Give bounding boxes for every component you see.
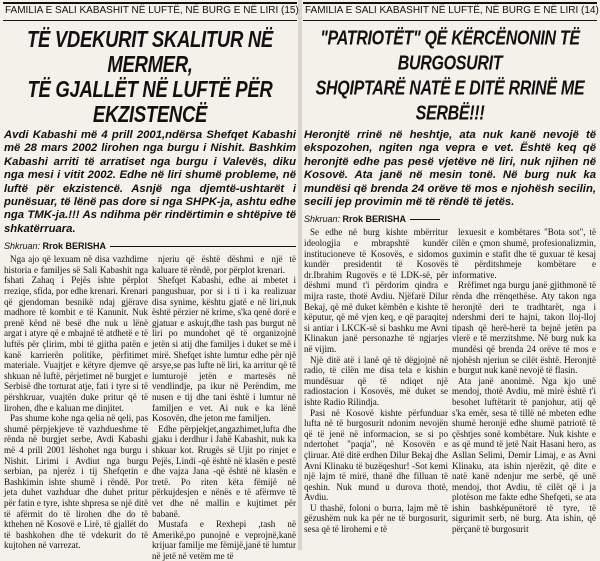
right-article [300, 0, 600, 550]
right-series-title: FAMILIA E SALI KABASHIT NË LUFTË, NË BURG E NË LIRI (14) [303, 2, 597, 21]
left-headline-line1: TË VDEKURIT SKALITUR NË MERMER, [27, 25, 273, 77]
right-col1-paragraph: U thashë, foloni o burra, lajm më të gëzushëm nuk ka për ne të burgosurit, sesa që të lirohemi e të [304, 502, 448, 535]
right-headline-line1: "PATRIOTËT" QË KËRCËNONIN TË BURGOSURIT [320, 28, 580, 75]
left-byline-label: Shkruan: [4, 241, 41, 252]
left-col2-paragraph: Edhe përpjekjet,angazhimet,lufta dhe gjaku i derdhur i Jahë Kabashit, nuk ka shkuar kot. Rrugës së Ujit po rinjet e Pejës, Lindi -që është në klasën e pestë dhe vajza Jana -që është në klasën e tretë. Po riten këta fëmijë në përkujdesjen e nënës e të afërmve të vet dhe në mallin e kujtimet për babanë. [152, 423, 296, 519]
left-column-2 [152, 254, 296, 561]
left-byline-name: Rrok BERISHA [42, 241, 107, 252]
right-byline-label: Shkruan: [304, 214, 341, 225]
right-col1-paragraph: Një ditë atë i lanë që të dëgjojnë në radio, të cilën me disa tela e kishin mundësuar që të ndiqet një radiostacion i Kosovës, më duket se ishte Radio Rilindja. [304, 354, 448, 407]
right-byline-name: Rrok BERISHA [342, 214, 407, 225]
right-column-2 [452, 227, 596, 534]
right-col2-paragraph: lexuesit e kombëtares "Bota sot", të cilën e çmon shumë, profesionalizmin, guximin e stafit dhe të guxuar të kesaj të përditshmeje kombëtare e informative. [452, 227, 596, 280]
left-col1-paragraph: Nga ajo që lexuam në disa vazhdime historia e familjes së Sali Kabashit nga fshati Zahaq i Pejës ishte përplot rreziqe, sfida, por edhe krenari. Krenari që gjendoman besnikë ndaj gjërave madhore të kombit e të Kanunit. Nuk prenë kënd në besë dhe nuk u lënë argat i atyre që e mbajnë të atdhetë e të luftës për çlirim, mbi të gjitha patën e kanë karrierën politike, përfitimet materiale. Vuajtjet e këtyre djemve që shkuan në luftë, përjetimet në burgjet e Serbisë dhe torturat atje, fati i tyre si të përshkruar, vuajtën duke pritur që të lirohen, dhe e kaluan me dinjitet. [4, 254, 148, 413]
left-headline-line2: TË GJALLËT NË LUFTË PËR EKZISTENCË [27, 75, 273, 127]
right-col2-paragraph: Rrëfimet nga burgu janë gjithmonë të rënda dhe rrënqethëse. Aty takon nga heronjtë deri te tradhtarët, nga i ndershmi deri te hajni, takon lloj-lloj tipash që herë-herë ta bejnë jetën pa vlerë e të merzitshme. Në burg nuk ka mundësi që brenda 24 orëve të mos e njohësh njeriun se cilët është. Heronjtë e burgut nuk kanë nevojë të flasin. [452, 280, 596, 376]
right-col1-paragraph: Se edhe në burg kishte mbërritur ideologjia e mbrapshtë kundër institucioneve të Kosovës, e sidomos kundër presidentit të Kosovës dr.Ibrahim Rugovës e të LDK-së, për dëshmi mund t'i përdorim qindra e mijra raste, thotë Avdiu. Njëfarë Dilur Bekaj, që më duket këmbën e kishte të këputur, që më vjen keq, e që paraqitej si antiar i LKCK-së si bashku me Avni Klinakun janë personazhe të ngjarjes në vijim. [304, 227, 448, 354]
left-headline [4, 27, 296, 127]
right-headline-line2: SHQIPTARË NATË E DITË RRINË ME SERBË!!! [315, 78, 585, 125]
right-col1-paragraph: Pasi në Kosovë kishte përfunduar lufta në të burgosurit ndonim nevojën që të jenë në informacion, se si po ndertohet "paqja", në Kosovën e çliruar. Atë ditë erdhen Dilur Bekaj dhe Avni Klinaku të buzëqeshur! -Sot kemi një lajm të mirë, thanë dhe filluan të qeshin. Nuk mund u durova thotë, Avdiu. [304, 407, 448, 503]
left-col2-paragraph: njeriu që është dëshmi e një të kaluare të rëndë, por përplot krenari. [152, 254, 296, 275]
left-column-1 [4, 254, 148, 561]
right-byline [304, 214, 596, 224]
left-col1-paragraph: Pas shume kohe nga qelia në qeli, pas shumë përpjekjeve të vazhdueshme të rënda në burgjet serbe, Avdi Kabashi më 4 prill 2001 lëshohet nga burgu i Nishit. Lirimi i Avdiut nga burgu serbian, pa njerëz i tij Shefqetin e Bashkimin ishte shumë i rëndë. Por jeta duhet vazhduar dhe duhet pritur për fatin e tyre, ishte shpresa se një ditë të afërmit do të lirohen dhe do të kthehen në Kosovë e Lirë, të gjallët do të bashkohen dhe të vdekurit do të kujtohen në varrezat. [4, 413, 148, 551]
right-lead: Heronjtë rrinë në heshtje, ata nuk kanë nevojë të ekspozohen, ngiten nga vepra e vet. Është keq që heronjtë edhe pas pesë vjetëve në liri, nuk njihen në Kosovë. Ata janë në mesin tonë. Në burg nuk ka mundësi që brenda 24 orëve të mos e njohësh secilin, secili jep provimin më të rëndë të jetës. [304, 129, 596, 209]
right-byline-rule [410, 219, 440, 220]
right-body [304, 227, 596, 534]
left-series-title: FAMILIA E SALI KABASHIT NË LUFTË, NË BURG E NË LIRI (15) [3, 2, 297, 21]
right-headline [304, 27, 596, 127]
left-byline [4, 241, 296, 251]
left-lead: Avdi Kabashi më 4 prill 2001,ndërsa Shefqet Kabashi më 28 mars 2002 lirohen nga burgu i Nishit. Bashkim Kabashi arriti të arratiset nga burgu i Valevës, diku nga mesi i vitit 2002. Edhe në liri shumë probleme, në luftë për ekzistencë. Asnjë nga djemtë-ushtarët i punësuar, të lënë pas dore si nga SHPK-ja, ashtu edhe nga TMK-ja.!!! As ndihma për rindërtimin e shtëpive të shkatërruara. [4, 129, 296, 235]
right-col2-paragraph: Ata janë anonimë. Nga kjo unë mendoj, thotë Avdiu, më mirë është t'i besohet luftëtarit të panjohur, atij që s'ka emër, sesa të tillë në mbeten edhe shumë heronjë edhe shumë patriotë të çështjes sonë kombëtare. Nuk kishte e as që mund të jetë Nait Hasani hero, as Asllan Selimi, Demir Limaj, e as Avni Klinaku, ata ishin njerëzit, që dite e natë kanë ndenjur me serbë, që unë mendoj, thot Avdiu, të cilët që i ja plotëson me fakte edhe Shefqeti, se ata ishin bashkëpunëtorë të tyre, të sigurimit serb, në burg. Ata ishin, që përçanë të burgosurit [452, 375, 596, 535]
right-column-1 [304, 227, 448, 534]
left-body [4, 254, 296, 561]
left-col2-paragraph: Shefqet Kabashi, edhe ai mbetet i pangushuar, por si i ti i ka realizuar disa synime, kështu gjatë e në liri,nuk është përzier në krime, s'ka qenë dorë e gjatuar e askujt,dhe tash pas burgut në liri po mundohet që të organizojnë jetën si atij dhe familjes i duket se më i mirë. Shefqet ishte lumtur edhe për një arsye,se pas lufte në liri, ka arritur që të lumturojë jetën e martesës në vendlindje, pa ikur në Perëndim, me nusen e tij dhe tani është i lumtur në familjen e vet. Ai nuk e ka lënë Kosovën, dhe jeton me familjen. [152, 275, 296, 424]
left-byline-rule [110, 246, 296, 247]
left-col2-paragraph: Mustafa e Rexhepi ,tash në Amerikë,po punojnë e veprojnë,kanë krijuar familje me fëmijë,janë të lumtur në jetë në vetëm me të [152, 519, 296, 561]
